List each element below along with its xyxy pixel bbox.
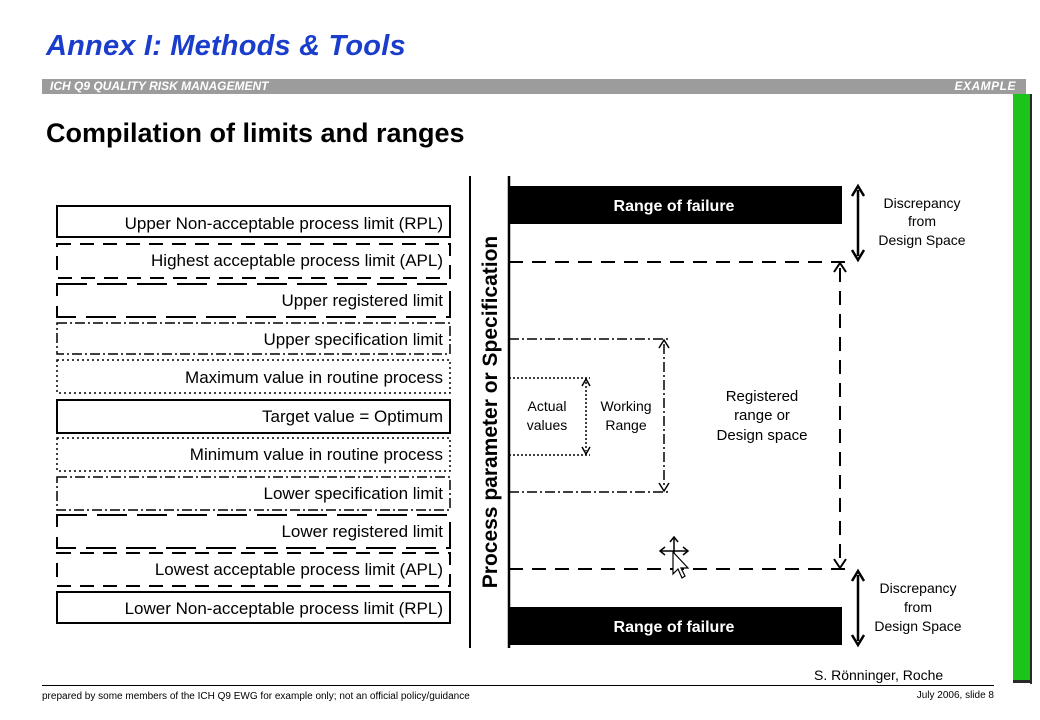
footer-rule (42, 685, 994, 686)
limit-label-upper-spec: Upper specification limit (263, 330, 443, 349)
footer-date-slide: July 2006, slide 8 (916, 690, 994, 701)
annex-title: Annex I: Methods & Tools (46, 30, 406, 62)
limit-label-target: Target value = Optimum (262, 407, 443, 426)
discrepancy-bottom-line3: Design Space (874, 618, 962, 634)
header-right-label: EXAMPLE (954, 79, 1016, 93)
registered-label-line2: range or (734, 407, 790, 424)
limit-label-lowest-apl: Lowest acceptable process limit (APL) (154, 560, 443, 579)
limit-label-min-routine: Minimum value in routine process (189, 445, 443, 464)
limit-box-lower-spec (57, 477, 450, 510)
limit-box-upper-rpl (57, 206, 450, 237)
discrepancy-top-line2: from (908, 213, 936, 229)
failure-range-bottom-label: Range of failure (613, 619, 735, 636)
limit-box-upper-registered (57, 284, 450, 317)
working-label-line1: Working (600, 398, 652, 414)
limit-label-highest-apl: Highest acceptable process limit (APL) (151, 251, 443, 270)
actual-label-line1: Actual (527, 398, 567, 414)
limit-label-lower-rpl: Lower Non-acceptable process limit (RPL) (124, 599, 443, 618)
header-left-label: ICH Q9 QUALITY RISK MANAGEMENT (50, 79, 269, 93)
footer-disclaimer: prepared by some members of the ICH Q9 EWG for example only; not an official policy/guidance (42, 691, 470, 702)
limit-box-lower-rpl (57, 592, 450, 623)
discrepancy-bottom-line2: from (904, 599, 932, 615)
limit-box-target (57, 400, 450, 433)
limit-box-max-routine (57, 360, 450, 393)
actual-label-line2: values (526, 417, 568, 433)
limit-label-lower-registered: Lower registered limit (281, 522, 443, 541)
discrepancy-top-line3: Design Space (878, 232, 966, 248)
axis-label: Process parameter or Specification (479, 235, 502, 589)
failure-range-top-label: Range of failure (613, 198, 735, 215)
limit-box-min-routine (57, 438, 450, 471)
limit-label-lower-spec: Lower specification limit (263, 484, 443, 503)
limit-box-lowest-apl (57, 553, 450, 586)
limit-label-upper-registered: Upper registered limit (281, 291, 443, 310)
discrepancy-bottom-line1: Discrepancy (879, 580, 957, 596)
limit-label-max-routine: Maximum value in routine process (185, 368, 443, 387)
limit-box-upper-spec (57, 323, 450, 354)
registered-label-line1: Registered (725, 388, 799, 405)
working-label-line2: Range (605, 417, 647, 433)
registered-arrowhead-bottom (834, 559, 846, 568)
slide-subtitle: Compilation of limits and ranges (46, 118, 465, 148)
limit-label-upper-rpl: Upper Non-acceptable process limit (RPL) (124, 214, 443, 233)
move-cursor-icon (660, 537, 688, 578)
limit-box-lower-registered (57, 515, 450, 548)
limit-box-highest-apl (57, 244, 450, 278)
registered-label-line3: Design space (716, 427, 808, 444)
discrepancy-top-line1: Discrepancy (883, 195, 961, 211)
author-credit: S. Rönninger, Roche (814, 667, 944, 683)
